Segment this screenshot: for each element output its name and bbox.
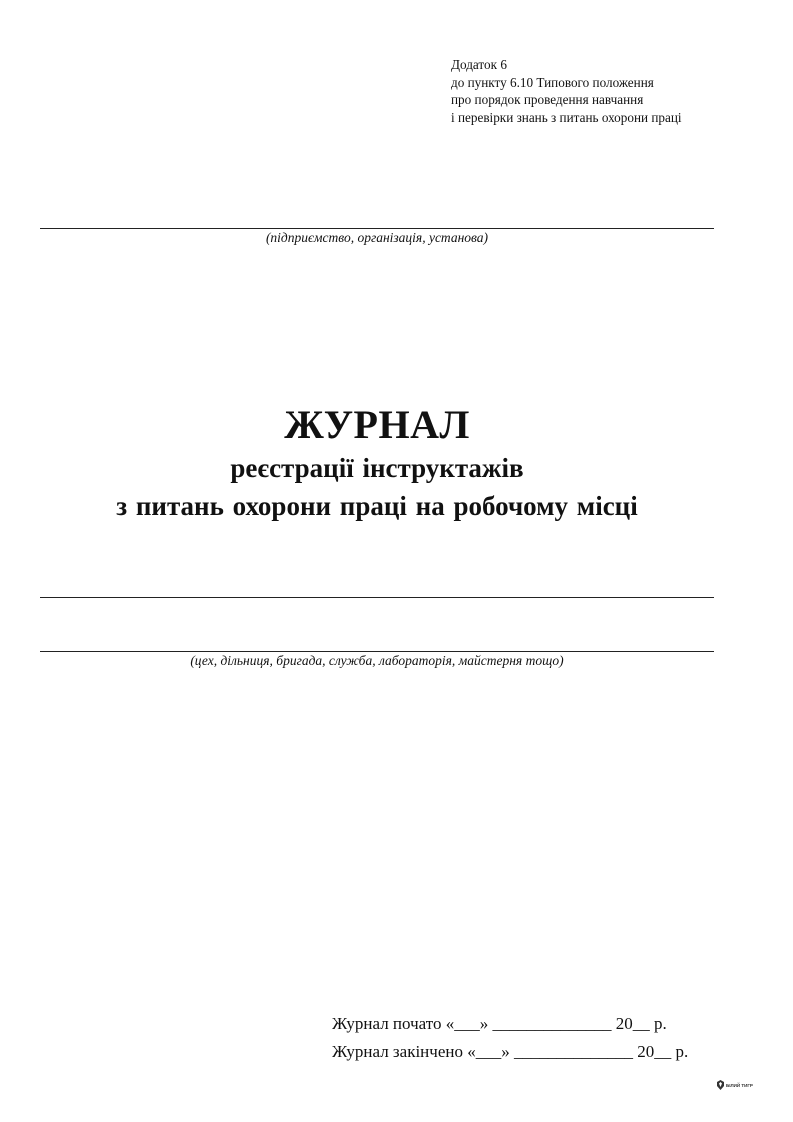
appendix-line: до пункту 6.10 Типового положення — [451, 74, 654, 90]
journal-title: ЖУРНАЛ — [284, 402, 470, 447]
journal-subtitle-line1: реєстрації інструктажів — [230, 453, 524, 483]
organization-fill-line — [40, 228, 714, 229]
journal-started-line: Журнал почато «___» ______________ 20__ р. — [332, 1014, 667, 1033]
department-fill-line-1 — [40, 597, 714, 598]
publisher-logo-text: БІЛИЙ ТИГР — [726, 1082, 753, 1088]
publisher-logo — [717, 1080, 753, 1090]
appendix-line: про порядок проведення навчання — [451, 92, 644, 107]
appendix-note — [451, 56, 682, 126]
journal-subtitle-line2: з питань охорони праці на робочому місці — [116, 491, 638, 521]
appendix-line: і перевірки знань з питань охорони праці — [451, 109, 682, 125]
journal-finished-line: Журнал закінчено «___» ______________ 20__ р. — [332, 1042, 689, 1061]
appendix-line: Додаток 6 — [451, 57, 507, 72]
department-caption: (цех, дільниця, бригада, служба, лабораторія, майстерня тощо) — [190, 653, 564, 668]
publisher-emblem-icon — [717, 1080, 724, 1090]
department-fill-line-2 — [40, 651, 714, 652]
organization-caption: (підприємство, організація, установа) — [265, 230, 489, 245]
